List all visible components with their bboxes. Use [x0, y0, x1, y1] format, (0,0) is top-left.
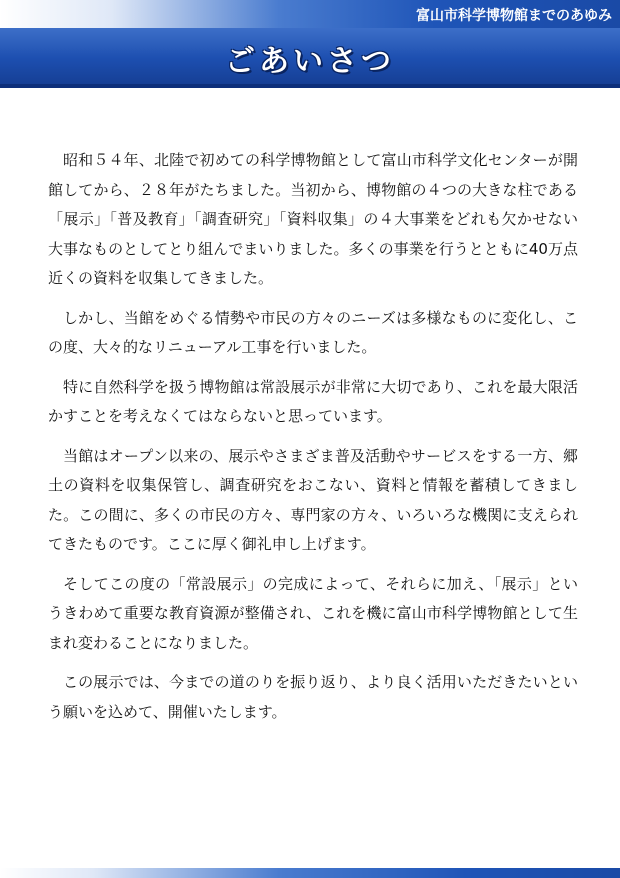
top-header-bar	[0, 0, 620, 28]
series-title: 富山市科学博物館までのあゆみ	[416, 8, 612, 24]
paragraph-1: 昭和５４年、北陸で初めての科学博物館として富山市科学文化センターが開館してから、２８年がたちました。当初から、博物館の４つの大きな柱である「展示」「普及教育」「調査研究」「資料収集」の４大事業をどれも欠かせない大事なものとしてとり組んでまいりました。多くの事業を行うとともに40万点近くの資料を収集してきました。	[48, 151, 578, 287]
paragraph-5: そしてこの度の「常設展示」の完成によって、それらに加え、「展示」というきわめて重要な教育資源が整備され、これを機に富山市科学博物館として生まれ変わることになりました。	[48, 574, 578, 652]
title-band-divider	[0, 84, 620, 88]
page-title: ごあいさつ	[225, 44, 395, 79]
paragraph-4: 当館はオープン以来の、展示やさまざま普及活動やサービスをする一方、郷土の資料を収集保管し、調査研究をおこない、資料と情報を蓄積してきました。この間に、多くの市民の方々、専門家の方々、いろいろな機関に支えられてきたものです。ここに厚く御礼申し上げます。	[48, 446, 578, 553]
paragraph-2: しかし、当館をめぐる情勢や市民の方々のニーズは多様なものに変化し、この度、大々的なリニューアル工事を行いました。	[48, 308, 578, 356]
greeting-body	[48, 146, 578, 737]
paragraph-3: 特に自然科学を扱う博物館は常設展示が非常に大切であり、これを最大限活かすことを考えなくてはならないと思っています。	[48, 377, 578, 425]
bottom-footer-bar	[0, 868, 620, 878]
paragraph-6: この展示では、今までの道のりを振り返り、より良く活用いただきたいという願いを込めて、開催いたします。	[48, 673, 578, 721]
